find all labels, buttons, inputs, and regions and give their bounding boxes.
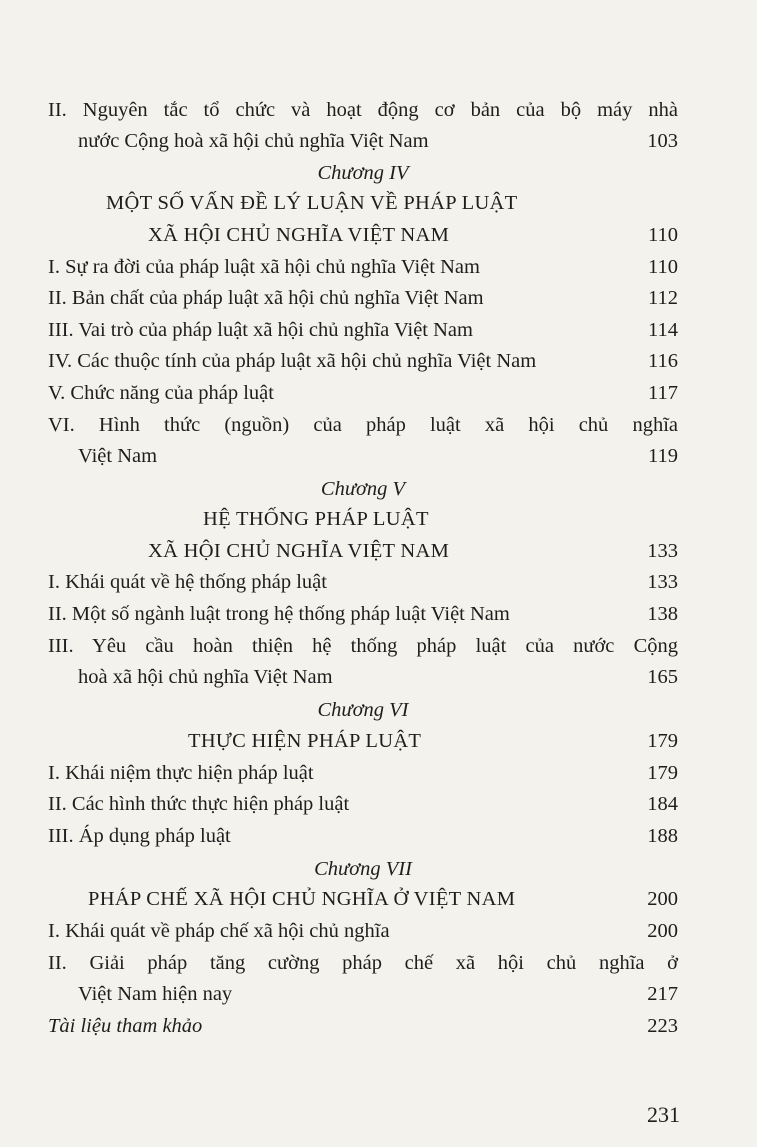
toc-entry [48,97,678,123]
chapter-label: Chương V [320,478,406,500]
chapter-title: HỆ THỐNG PHÁP LUẬT [203,508,429,530]
toc-entry: VI. Hình thức (nguồn) của pháp luật xã hội chủ nghĩa [48,414,678,436]
toc-page-number: 112 [648,287,678,309]
toc-entry: I. Khái niệm thực hiện pháp luật 179 [48,762,678,784]
toc-page-number: 200 [647,920,678,942]
toc-page-number: 133 [647,571,678,593]
toc-entry-references: Tài liệu tham khảo 223 [48,1015,678,1037]
toc-page-number: 188 [647,825,678,847]
toc-entry: IV. Các thuộc tính của pháp luật xã hội chủ nghĩa Việt Nam 116 [48,350,678,372]
toc-page-number: 114 [648,319,678,341]
toc-page-number: 179 [647,762,678,784]
toc-entry [48,128,678,154]
chapter-title: XÃ HỘI CHỦ NGHĨA VIỆT NAM 133 [148,540,678,562]
toc-entry: hoà xã hội chủ nghĩa Việt Nam 165 [78,666,678,688]
toc-entry: Việt Nam 119 [78,445,678,467]
toc-entry: II. Giải pháp tăng cường pháp chế xã hội chủ nghĩa ở [48,952,678,974]
toc-entry: II. Bản chất của pháp luật xã hội chủ nghĩa Việt Nam 112 [48,287,678,309]
toc-entry: I. Sự ra đời của pháp luật xã hội chủ nghĩa Việt Nam 110 [48,256,678,278]
toc-entry-text: II. Nguyên tắc tổ chức và hoạt động cơ bản của bộ máy nhà [48,99,678,121]
toc-entry: III. Áp dụng pháp luật 188 [48,825,678,847]
toc-page-number: 184 [647,793,678,815]
page-number: 231 [647,1102,680,1127]
toc-page-number: 117 [648,382,678,404]
chapter-label: Chương VII [314,858,412,880]
toc-entry: III. Vai trò của pháp luật xã hội chủ nghĩa Việt Nam 114 [48,319,678,341]
toc-entry: I. Khái quát về hệ thống pháp luật 133 [48,571,678,593]
toc-page-number: 138 [647,603,678,625]
chapter-title: THỰC HIỆN PHÁP LUẬT 179 [188,730,678,752]
toc-page-number: 133 [647,540,678,562]
toc-page-number: 116 [648,350,678,372]
toc-entry-text: nước Cộng hoà xã hội chủ nghĩa Việt Nam [78,130,429,152]
toc-entry: V. Chức năng của pháp luật 117 [48,382,678,404]
toc-page-number: 110 [648,224,678,246]
toc-entry: III. Yêu cầu hoàn thiện hệ thống pháp luật của nước Cộng [48,635,678,657]
toc-entry: Việt Nam hiện nay 217 [78,983,678,1005]
toc-page-number: 179 [647,730,678,752]
toc-entry: II. Một số ngành luật trong hệ thống pháp luật Việt Nam 138 [48,603,678,625]
toc-entry: II. Các hình thức thực hiện pháp luật 184 [48,793,678,815]
chapter-title: PHÁP CHẾ XÃ HỘI CHỦ NGHĨA Ở VIỆT NAM 200 [88,888,678,910]
toc-page-number: 200 [647,888,678,910]
chapter-label: Chương IV [317,162,409,184]
toc-page-number: 119 [648,445,678,467]
chapter-title: MỘT SỐ VẤN ĐỀ LÝ LUẬN VỀ PHÁP LUẬT [106,192,518,214]
toc-page-number: 110 [648,256,678,278]
chapter-label: Chương VI [317,699,409,721]
toc-page-number: 217 [647,983,678,1005]
chapter-title: XÃ HỘI CHỦ NGHĨA VIỆT NAM 110 [148,224,678,246]
toc-page-number: 103 [647,130,678,152]
toc-page-number: 165 [647,666,678,688]
toc-page-number: 223 [647,1015,678,1037]
toc-entry: I. Khái quát về pháp chế xã hội chủ nghĩa 200 [48,920,678,942]
